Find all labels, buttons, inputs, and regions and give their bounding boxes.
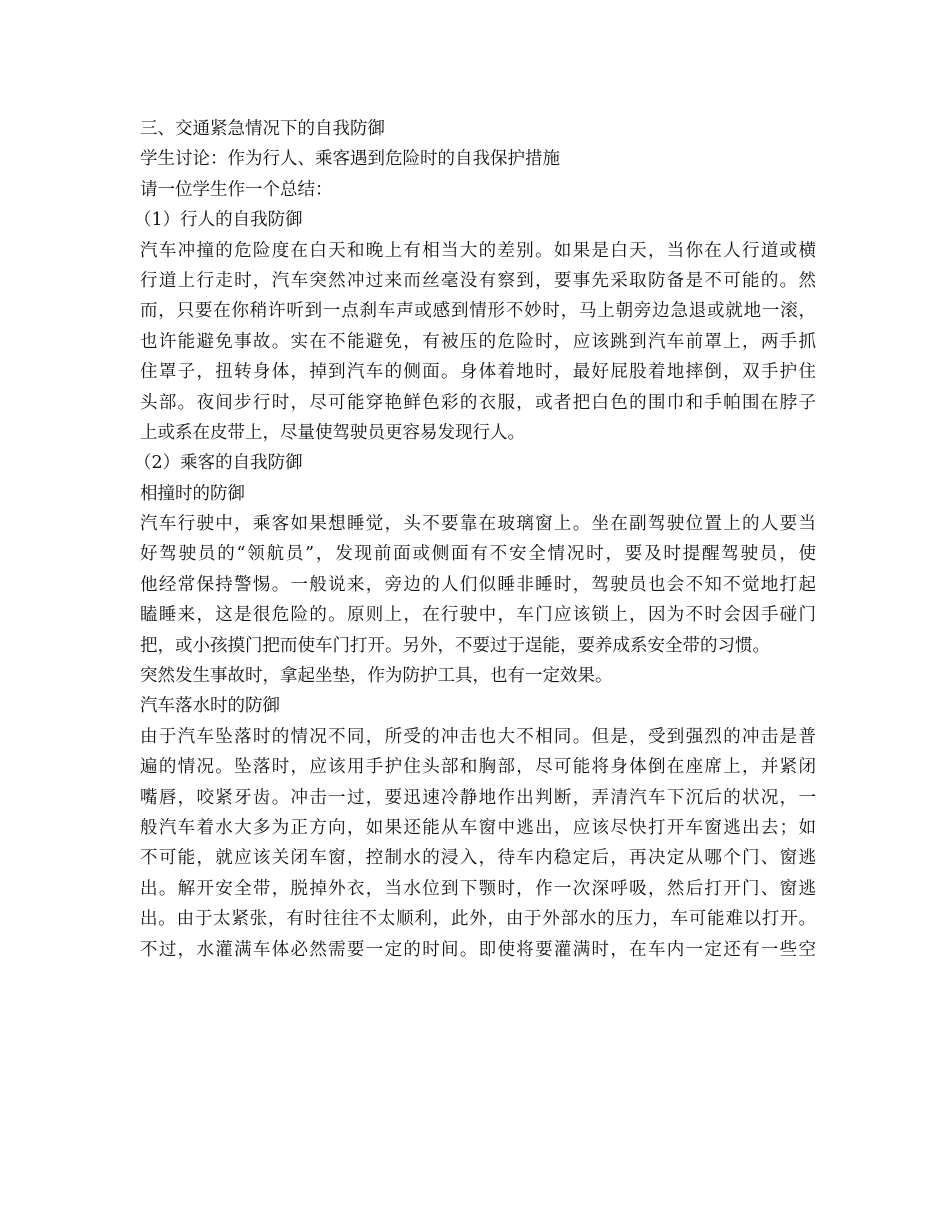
paragraph-line: 把，或小孩摸门把而使车门打开。另外，不要过于逞能，要养成系安全带的习惯。: [140, 635, 770, 656]
paragraph-line: 也许能避免事故。实在不能避免，有被压的危险时，应该跳到汽车前罩上，两手抓: [140, 331, 816, 352]
water-paragraph: [140, 722, 816, 965]
collision-title: 相撞时的防御: [140, 483, 245, 504]
paragraph-line: 好驾驶员的“领航员”，发现前面或侧面有不安全情况时，要及时提醒驾驶员，使: [140, 544, 816, 565]
paragraph-line: 嘴唇，咬紧牙齿。冲击一过，要迅速冷静地作出判断，弄清汽车下沉后的状况，一: [140, 787, 816, 808]
summary-prompt: 请一位学生作一个总结：: [140, 179, 333, 200]
paragraph-line: 而，只要在你稍许听到一点刹车声或感到情形不妙时，马上朝旁边急退或就地一滚，: [140, 301, 816, 322]
subsection-passenger-title: （2）乘客的自我防御: [134, 453, 303, 474]
paragraph-line: 瞌睡来，这是很危险的。原则上，在行驶中，车门应该锁上，因为不时会因手碰门: [140, 605, 816, 626]
paragraph-line: 不过，水灌满车体必然需要一定的时间。即使将要灌满时，在车内一定还有一些空: [140, 939, 816, 960]
paragraph-line: 行道上行走时，汽车突然冲过来而丝毫没有察到，要事先采取防备是不可能的。然: [140, 270, 816, 291]
paragraph-line: 汽车行驶中，乘客如果想睡觉，头不要靠在玻璃窗上。坐在副驾驶位置上的人要当: [140, 514, 816, 535]
paragraph-line: 住罩子，扭转身体，掉到汽车的侧面。身体着地时，最好屁股着地摔倒，双手护住: [140, 362, 816, 383]
paragraph-line: 他经常保持警惕。一般说来，旁边的人们似睡非睡时，驾驶员也会不知不觉地打起: [140, 574, 816, 595]
discussion-line: 学生讨论：作为行人、乘客遇到危险时的自我保护措施: [140, 149, 560, 170]
paragraph-line: 由于汽车坠落时的情况不同，所受的冲击也大不相同。但是，受到强烈的冲击是普: [140, 726, 816, 747]
document-body: [134, 114, 816, 965]
paragraph-line: 不可能，就应该关闭车窗，控制水的浸入，待车内稳定后，再决定从哪个门、窗逃: [140, 848, 816, 869]
pedestrian-paragraph: [140, 236, 816, 449]
paragraph-line: 出。解开安全带，脱掉外衣，当水位到下颚时，作一次深呼吸，然后打开门、窗逃: [140, 878, 816, 899]
water-title: 汽车落水时的防御: [140, 696, 280, 717]
paragraph-line: 般汽车着水大多为正方向，如果还能从车窗中逃出，应该尽快打开车窗逃出去；如: [140, 817, 816, 838]
collision-paragraph: [140, 509, 816, 691]
paragraph-line: 遍的情况。坠落时，应该用手护住头部和胸部，尽可能将身体倒在座席上，并紧闭: [140, 757, 816, 778]
paragraph-line: 出。由于太紧张，有时往往不太顺利，此外，由于外部水的压力，车可能难以打开。: [140, 909, 816, 930]
paragraph-line: 上或系在皮带上，尽量使驾驶员更容易发现行人。: [140, 422, 525, 443]
paragraph-line: 突然发生事故时，拿起坐垫，作为防护工具，也有一定效果。: [140, 666, 613, 687]
section-heading: 三、交通紧急情况下的自我防御: [140, 119, 385, 139]
subsection-pedestrian-title: （1）行人的自我防御: [134, 210, 303, 231]
paragraph-line: 头部。夜间步行时，尽可能穿艳鲜色彩的衣服，或者把白色的围巾和手帕围在脖子: [140, 392, 816, 413]
paragraph-line: 汽车冲撞的危险度在白天和晚上有相当大的差别。如果是白天，当你在人行道或横: [140, 240, 816, 261]
